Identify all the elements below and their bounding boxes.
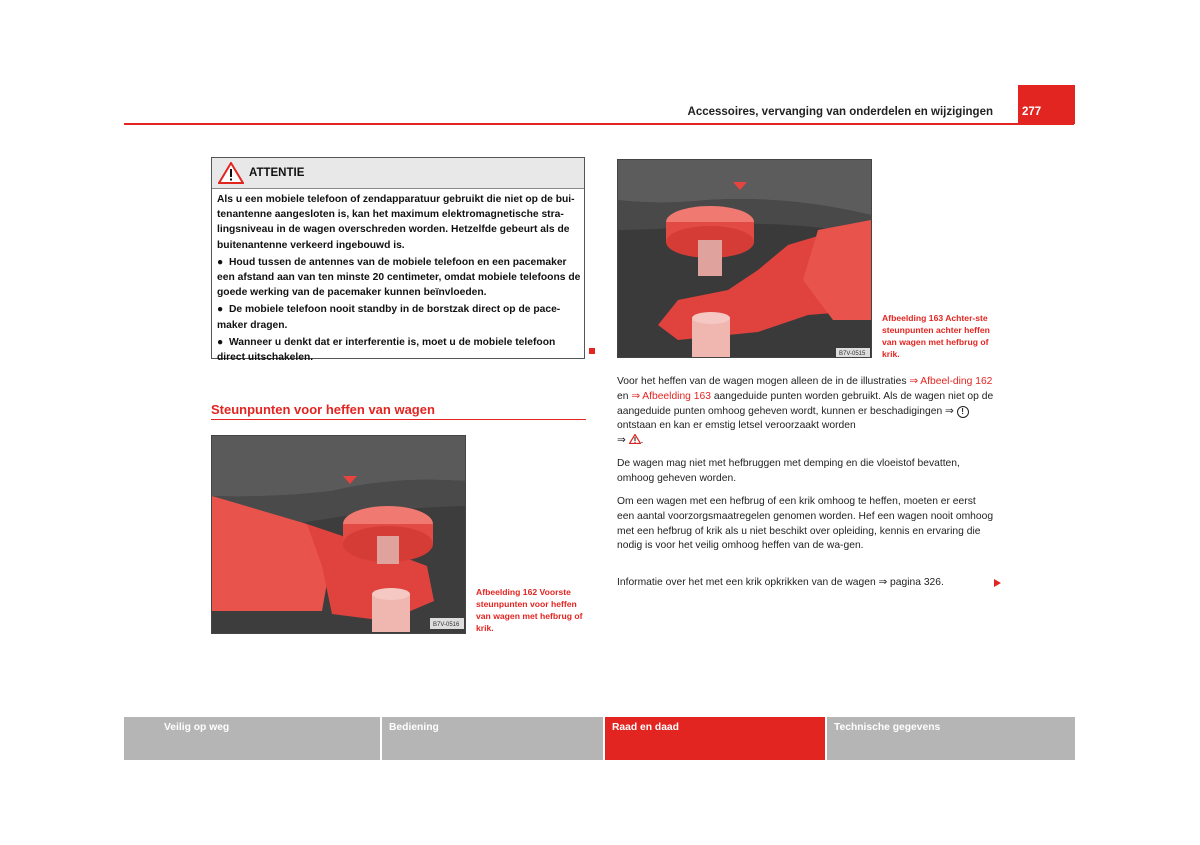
figure-front-lift-points <box>211 435 466 634</box>
continue-arrow-icon <box>994 579 1001 587</box>
footer-tab-technische-gegevens[interactable]: Technische gegevens <box>827 717 1075 760</box>
header-rule <box>124 123 1074 125</box>
footer-tab-veilig-op-weg[interactable]: Veilig op weg <box>124 717 380 760</box>
body-paragraph: Om een wagen met een hefbrug of een krik omhoog te heffen, moeten er eerst een aantal voorzorgsmaatregelen genomen worden. Hef een wagen nooit omhoog met een hefbrug of krik als u niet beschikt over opleiding, kennis en ervaring die nodig is voor het veilig omhoog heffen van de wa-gen. <box>617 496 994 552</box>
chapter-title: Accessoires, vervanging van onderdelen en wijzigingen <box>687 106 993 118</box>
warning-box <box>211 157 585 364</box>
figure-link[interactable]: ⇒ Afbeel-ding 162 <box>909 376 993 387</box>
section-rule <box>211 419 586 420</box>
figure-caption: Afbeelding 163 Achter-ste steunpunten achter heffen van wagen met hefbrug of krik. <box>882 313 990 359</box>
warning-bullet: ● Houd tussen de antennes van de mobiele telefoon en een pacemaker een afstand aan van ten minste 20 centimeter, omdat mobiele telefoons de goede werking van de pacemaker kunnen beïnvloeden. <box>217 256 581 299</box>
figure-caption: Afbeelding 162 Voorste steunpunten voor heffen van wagen met hefbrug of krik. <box>476 587 583 633</box>
front-lift-point-illustration <box>212 436 465 633</box>
body-paragraph: De wagen mag niet met hefbruggen met demping en die vloeistof bevatten, omhoog geheven worden. <box>617 458 960 484</box>
warning-triangle-icon <box>629 434 641 444</box>
figure-code: B7V-0516 <box>433 622 460 628</box>
figure-code: B7V-0515 <box>839 351 866 357</box>
warning-intro: Als u een mobiele telefoon of zendapparatuur gebruikt die niet op de bui-tenantenne aangesloten is, kan het maximum elektromagnetische stra-lingsniveau in de wagen overschreden worden. Hetzelfde gebeurt als de buitenantenne verkeerd ingebouwd is. <box>217 194 575 251</box>
warning-title: ATTENTIE <box>249 167 305 179</box>
warning-bullet: ● Wanneer u denkt dat er interferentie is, moet u de mobiele telefoon direct uitschakelen. <box>217 336 556 364</box>
rear-lift-point-illustration <box>618 160 871 357</box>
section-title: Steunpunten voor heffen van wagen <box>211 402 435 417</box>
page-number-box <box>1018 85 1075 124</box>
section-end-marker <box>589 348 595 354</box>
page-number: 277 <box>1022 106 1042 118</box>
caution-circle-icon: ! <box>957 406 969 418</box>
warning-body <box>217 192 583 365</box>
warning-bullet: ● De mobiele telefoon nooit standby in de borstzak direct op de pace-maker dragen. <box>217 304 561 331</box>
warning-triangle-icon <box>218 162 244 184</box>
figure-link[interactable]: ⇒ Afbeelding 163 <box>631 390 711 402</box>
body-paragraph: Voor het heffen van de wagen mogen alleen de in de illustraties ⇒ Afbeel-ding 162 en ⇒ Afbeelding 163 aangeduide punten worden gebruikt. Als de wagen niet op de aangeduide punten omhoog geheven wordt, kunnen er beschadigingen ⇒ ! ontstaan en kan er emstig letsel veroorzaakt worden ⇒ . <box>617 376 994 447</box>
footer-tab-raad-en-daad[interactable]: Raad en daad <box>605 717 825 760</box>
figure-rear-lift-points <box>617 159 872 358</box>
warning-header <box>212 158 584 189</box>
body-paragraph: Informatie over het met een krik opkrikken van de wagen ⇒ pagina 326. <box>617 577 944 588</box>
footer-tab-bediening[interactable]: Bediening <box>382 717 603 760</box>
